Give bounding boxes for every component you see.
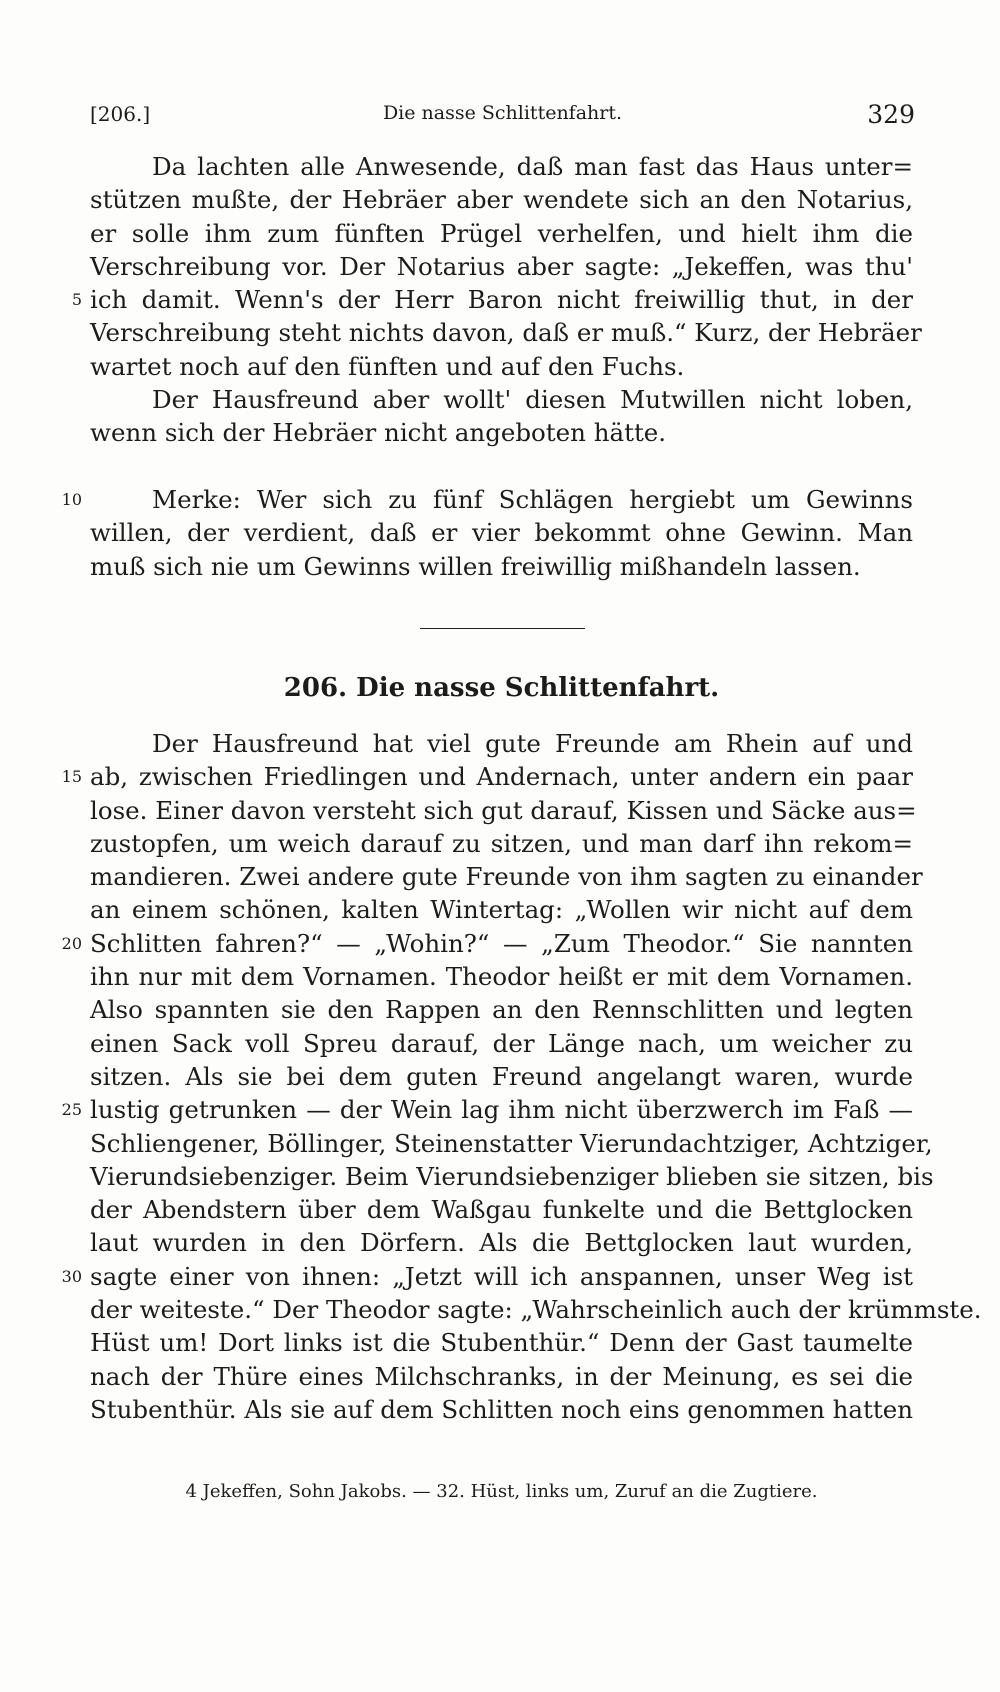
text-line: ihn nur mit dem Vornamen. Theodor heißt er mit dem Vornamen. bbox=[90, 962, 913, 992]
running-header bbox=[90, 98, 915, 138]
page-number: 329 bbox=[867, 100, 915, 129]
text-line: Stubenthür. Als sie auf dem Schlitten noch eins genommen hatten bbox=[90, 1394, 913, 1424]
text-line: der weiteste.“ Der Theodor sagte: „Wahrscheinlich auch der krümmste. bbox=[90, 1295, 982, 1325]
text-line: 25 lustig getrunken — der Wein lag ihm nicht überzwerch im Faß — bbox=[90, 1093, 913, 1126]
text-line: Der Hausfreund hat viel gute Freunde am Rhein auf und bbox=[152, 729, 913, 758]
text-line: willen, der verdient, daß er vier bekommt ohne Gewinn. Man bbox=[90, 518, 913, 548]
footnote: 4 Jekeffen, Sohn Jakobs. — 32. Hüst, links um, Zuruf an die Zugtiere. bbox=[185, 1481, 818, 1502]
text-line: zustopfen, um weich darauf zu sitzen, und man darf ihn rekom= bbox=[90, 828, 913, 858]
text-line: muß sich nie um Gewinns willen freiwillig mißhandeln lassen. bbox=[90, 551, 861, 581]
line-number: 10 bbox=[61, 490, 82, 509]
paragraph-1 bbox=[71, 150, 922, 383]
text-line: Schliengener, Böllinger, Steinenstatter Vierundachtziger, Achtziger, bbox=[90, 1128, 933, 1158]
text-line: nach der Thüre eines Milchschranks, in der Meinung, es sei die bbox=[90, 1361, 913, 1391]
text-line: an einem schönen, kalten Wintertag: „Wollen wir nicht auf dem bbox=[90, 895, 913, 925]
text-line: 5 ich damit. Wenn's der Herr Baron nicht freiwillig thut, in der bbox=[90, 283, 913, 316]
text-line: Vierundsiebenziger. Beim Vierundsiebenziger blieben sie sitzen, bis bbox=[90, 1161, 934, 1191]
line-number: 5 bbox=[71, 290, 82, 310]
text-line: einen Sack voll Spreu darauf, der Länge nach, um weicher zu bbox=[90, 1028, 913, 1058]
text-line: Verschreibung steht nichts davon, daß er muß.“ Kurz, der Hebräer bbox=[90, 318, 922, 348]
story-text bbox=[61, 727, 982, 1426]
section-divider bbox=[420, 628, 585, 629]
text-line: der Abendstern über dem Waßgau funkelte und die Bettglocken bbox=[90, 1195, 913, 1225]
line-number: 30 bbox=[61, 1266, 82, 1286]
text-line: stützen mußte, der Hebräer aber wendete sich an den Notarius, bbox=[90, 185, 913, 215]
line-number: 15 bbox=[61, 767, 82, 787]
text-line: mandieren. Zwei andere gute Freunde von ihm sagten zu einander bbox=[90, 862, 923, 892]
text-line: laut wurden in den Dörfern. Als die Bettglocken laut wurden, bbox=[90, 1228, 913, 1258]
text-line: wartet noch auf den fünften und auf den Fuchs. bbox=[90, 351, 685, 381]
text-line: 30 sagte einer von ihnen: „Jetzt will ich anspannen, unser Weg ist bbox=[90, 1260, 913, 1293]
text-line: wenn sich der Hebräer nicht angeboten hätte. bbox=[90, 418, 667, 448]
section-heading: 206. Die nasse Schlittenfahrt. bbox=[283, 673, 720, 703]
text-line: Verschreibung vor. Der Notarius aber sagte: „Jekeffen, was thu' bbox=[90, 251, 913, 281]
line-number: 20 bbox=[61, 933, 82, 953]
text-line: er solle ihm zum fünften Prügel verhelfen, und hielt ihm die bbox=[90, 218, 913, 248]
text-line: 10 Merke: Wer sich zu fünf Schlägen hergiebt um Gewinns bbox=[90, 483, 913, 516]
line-number: 25 bbox=[61, 1100, 82, 1120]
text-line: Also spannten sie den Rappen an den Rennschlitten und legten bbox=[90, 995, 913, 1025]
running-title: Die nasse Schlittenfahrt. bbox=[382, 102, 623, 124]
section-marker: [206.] bbox=[90, 102, 151, 126]
text-line: Da lachten alle Anwesende, daß man fast das Haus unter= bbox=[152, 152, 913, 181]
paragraph-merke bbox=[61, 483, 913, 583]
paragraph-2 bbox=[90, 383, 913, 450]
text-line: sitzen. Als sie bei dem guten Freund angelangt waren, wurde bbox=[90, 1061, 913, 1091]
text-line: Der Hausfreund aber wollt' diesen Mutwillen nicht loben, bbox=[152, 385, 913, 414]
text-line: 15 ab, zwischen Friedlingen und Andernach, unter andern ein paar bbox=[90, 760, 913, 793]
text-line: 20 Schlitten fahren?“ — „Wohin?“ — „Zum Theodor.“ Sie nannten bbox=[90, 927, 913, 960]
text-line: Hüst um! Dort links ist die Stubenthür.“ Denn der Gast taumelte bbox=[90, 1328, 913, 1358]
text-line: lose. Einer davon versteht sich gut darauf, Kissen und Säcke aus= bbox=[90, 795, 917, 825]
